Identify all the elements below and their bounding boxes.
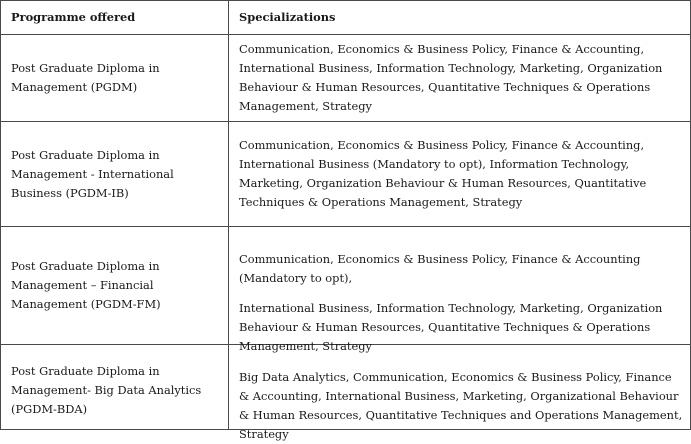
specializations-text: Communication, Economics & Business Policy, Finance & Accounting, International Business (Mandatory to opt), Information Technology, Marketing, Organization Behaviour & Human Resources, Quantitative Techniques & Operations Management, Strategy bbox=[239, 138, 647, 209]
header-programme-offered: Programme offered bbox=[1, 1, 229, 35]
programme-cell: Post Graduate Diploma in Management (PGDM) bbox=[1, 35, 229, 122]
specializations-cell bbox=[229, 122, 691, 227]
table-row bbox=[1, 345, 691, 430]
table-row bbox=[1, 35, 691, 122]
specializations-text: Big Data Analytics, Communication, Economics & Business Policy, Finance & Accounting, International Business, Marketing, Organizational Behaviour & Human Resources, Quantitative Techniques and Operations Management, Strategy bbox=[239, 370, 683, 441]
specializations-cell bbox=[229, 227, 691, 353]
table-header-row bbox=[1, 1, 691, 35]
header-specializations: Specializations bbox=[229, 1, 691, 35]
specializations-cell bbox=[229, 345, 691, 441]
table-row bbox=[1, 227, 691, 345]
programme-cell: Post Graduate Diploma in Management - International Business (PGDM-IB) bbox=[1, 122, 229, 227]
specializations-cell bbox=[229, 35, 691, 122]
specializations-text: Communication, Economics & Business Policy, Finance & Accounting (Mandatory to opt), bbox=[239, 251, 641, 285]
table-row bbox=[1, 122, 691, 227]
specializations-text: International Business, Information Technology, Marketing, Organization Behaviour & Human Resources, Quantitative Techniques & Operations Management, Strategy bbox=[239, 300, 663, 353]
programme-cell: Post Graduate Diploma in Management – Financial Management (PGDM-FM) bbox=[1, 227, 229, 345]
programme-text: Post Graduate Diploma in Management- Big Data Analytics (PGDM-BDA) bbox=[11, 363, 202, 416]
specializations-text: Communication, Economics & Business Policy, Finance & Accounting, International Business, Information Technology, Marketing, Organization Behaviour & Human Resources, Quantitative Techniques & Operations Management, Strategy bbox=[239, 42, 663, 113]
programme-cell bbox=[1, 345, 229, 430]
